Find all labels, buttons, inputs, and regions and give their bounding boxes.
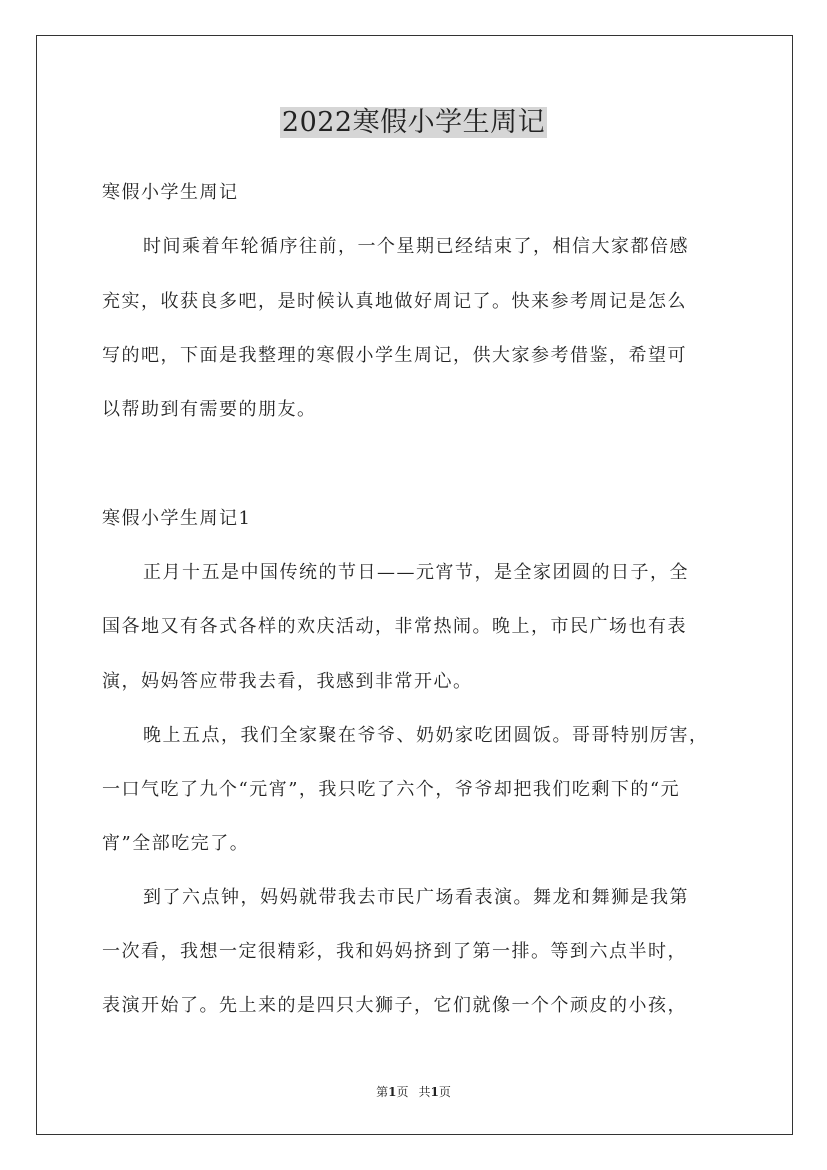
paragraph-line: 国各地又有各式各样的欢庆活动，非常热闹。晚上，市民广场也有表 bbox=[102, 616, 687, 637]
page-number: 1 bbox=[388, 1085, 397, 1099]
paragraph-line: 到了六点钟，妈妈就带我去市民广场看表演。舞龙和舞狮是我第 bbox=[143, 887, 689, 908]
paragraph-line: 宵”全部吃完了。 bbox=[102, 833, 250, 854]
document-title-text: 2022寒假小学生周记 bbox=[281, 107, 546, 138]
document-subtitle: 寒假小学生周记 bbox=[102, 182, 239, 203]
paragraph-line: 一口气吃了九个“元宵”，我只吃了六个，爷爷却把我们吃剩下的“元 bbox=[102, 779, 681, 800]
total-pages: 1 bbox=[430, 1085, 439, 1099]
intro-line: 充实，收获良多吧，是时候认真地做好周记了。快来参考周记是怎么 bbox=[102, 291, 687, 312]
paragraph-line: 演，妈妈答应带我去看，我感到非常开心。 bbox=[102, 671, 473, 692]
page-suffix: 页 bbox=[396, 1085, 409, 1099]
paragraph-line: 晚上五点，我们全家聚在爷爷、奶奶家吃团圆饭。哥哥特别厉害， bbox=[143, 725, 709, 746]
intro-line: 写的吧，下面是我整理的寒假小学生周记，供大家参考借鉴，希望可 bbox=[102, 345, 687, 366]
total-suffix: 页 bbox=[438, 1085, 451, 1099]
page-prefix: 第 bbox=[376, 1085, 389, 1099]
total-prefix: 共 bbox=[418, 1085, 431, 1099]
section-heading: 寒假小学生周记1 bbox=[102, 508, 252, 529]
intro-line: 时间乘着年轮循序往前，一个星期已经结束了，相信大家都倍感 bbox=[143, 236, 689, 257]
paragraph-line: 一次看，我想一定很精彩，我和妈妈挤到了第一排。等到六点半时， bbox=[102, 941, 687, 962]
paragraph-line: 正月十五是中国传统的节日——元宵节，是全家团圆的日子，全 bbox=[143, 562, 689, 583]
document-title bbox=[0, 104, 827, 142]
intro-line: 以帮助到有需要的朋友。 bbox=[102, 399, 317, 420]
page-footer bbox=[0, 1084, 827, 1100]
paragraph-line: 表演开始了。先上来的是四只大狮子，它们就像一个个顽皮的小孩， bbox=[102, 995, 687, 1016]
